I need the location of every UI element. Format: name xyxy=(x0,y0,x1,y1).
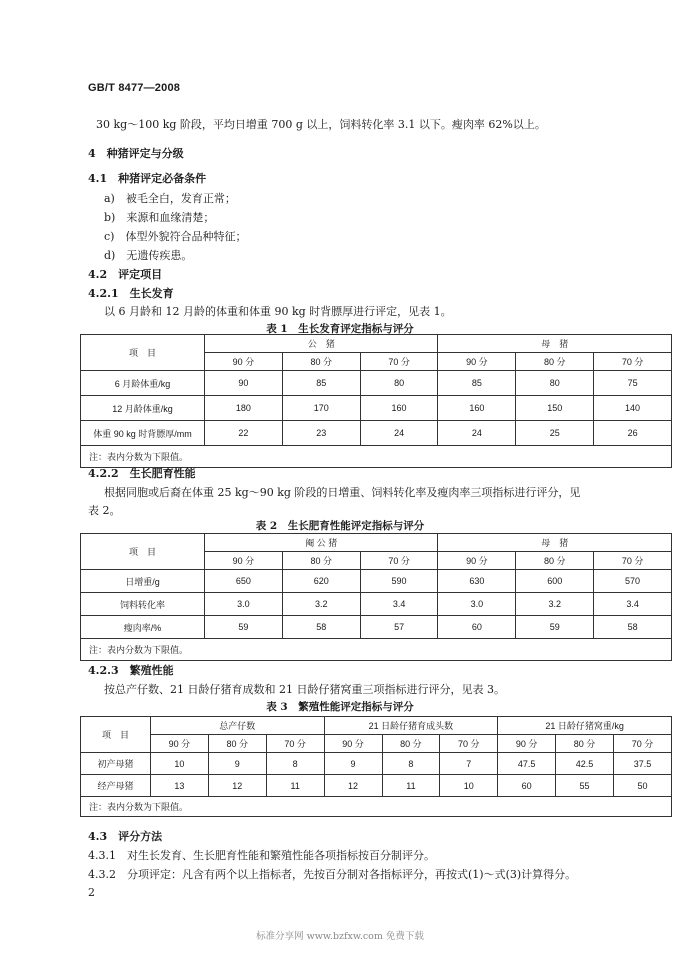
score-header: 90 分 xyxy=(205,353,283,371)
score-header: 70 分 xyxy=(440,735,498,753)
table-cell: 50 xyxy=(614,775,672,797)
section-4-2-2-text: 根据同胞或后裔在体重 25 kg～90 kg 阶段的日增重、饲料转化率及瘦肉率三项指标进行评分，见 xyxy=(104,486,581,499)
score-header: 90 分 xyxy=(151,735,209,753)
row-label: 日增重/g xyxy=(81,570,205,593)
row-label: 初产母猪 xyxy=(81,753,151,775)
table-cell: 37.5 xyxy=(614,753,672,775)
table-cell: 24 xyxy=(438,421,516,446)
table-cell: 80 xyxy=(360,371,438,396)
table-cell: 59 xyxy=(516,616,594,639)
section-4-2-2-title: 4.2.2 生长肥育性能 xyxy=(88,467,196,480)
group-header: 母 猪 xyxy=(438,335,672,353)
score-header: 90 分 xyxy=(438,552,516,570)
table-cell: 170 xyxy=(282,396,360,421)
table-cell: 85 xyxy=(438,371,516,396)
table-note: 注：表内分数为下限值。 xyxy=(81,639,672,661)
table-cell: 9 xyxy=(208,753,266,775)
table-cell: 23 xyxy=(282,421,360,446)
table-cell: 8 xyxy=(266,753,324,775)
section-4-3-1-text: 4.3.1 对生长发育、生长肥育性能和繁殖性能各项指标按百分制评分。 xyxy=(88,849,435,862)
score-header: 70 分 xyxy=(614,735,672,753)
table-cell: 60 xyxy=(438,616,516,639)
table-cell: 24 xyxy=(360,421,438,446)
table-cell: 58 xyxy=(594,616,672,639)
standard-code: GB/T 8477—2008 xyxy=(88,82,181,94)
section-4-2-3-title: 4.2.3 繁殖性能 xyxy=(88,664,174,677)
row-label: 体重 90 kg 时背膘厚/mm xyxy=(81,421,205,446)
score-header: 80 分 xyxy=(282,353,360,371)
group-header: 阉 公 猪 xyxy=(205,534,438,552)
table-cell: 3.2 xyxy=(516,593,594,616)
row-label: 瘦肉率/% xyxy=(81,616,205,639)
table-row xyxy=(81,396,672,421)
group-header: 总产仔数 xyxy=(151,717,325,735)
table-note: 注：表内分数为下限值。 xyxy=(81,797,672,817)
table-row xyxy=(81,753,672,775)
group-header: 21 日龄仔猪窝重/kg xyxy=(498,717,672,735)
table-cell: 26 xyxy=(594,421,672,446)
score-header: 70 分 xyxy=(594,353,672,371)
section-4-3-2-text: 4.3.2 分项评定：凡含有两个以上指标者，先按百分制对各指标评分，再按式(1)～式(3)计算得分。 xyxy=(88,868,577,881)
table-1-caption: 表 1 生长发育评定指标与评分 xyxy=(266,323,414,335)
table-row xyxy=(81,775,672,797)
table-cell: 3.4 xyxy=(360,593,438,616)
table-row xyxy=(81,616,672,639)
score-header: 90 分 xyxy=(205,552,283,570)
score-header: 80 分 xyxy=(208,735,266,753)
score-header: 80 分 xyxy=(516,353,594,371)
table-cell: 3.0 xyxy=(438,593,516,616)
table-cell: 3.2 xyxy=(282,593,360,616)
table-cell: 59 xyxy=(205,616,283,639)
intro-paragraph: 30 kg～100 kg 阶段，平均日增重 700 g 以上，饲料转化率 3.1 以下。瘦肉率 62%以上。 xyxy=(96,118,546,131)
row-label: 经产母猪 xyxy=(81,775,151,797)
table-cell: 80 xyxy=(516,371,594,396)
table-cell: 150 xyxy=(516,396,594,421)
table-cell: 570 xyxy=(594,570,672,593)
section-4-2-2-text-cont: 表 2。 xyxy=(88,504,121,517)
table-3 xyxy=(80,716,672,817)
table-row xyxy=(81,593,672,616)
table-cell: 7 xyxy=(440,753,498,775)
table-cell: 90 xyxy=(205,371,283,396)
table-cell: 75 xyxy=(594,371,672,396)
table-cell: 140 xyxy=(594,396,672,421)
score-header: 70 分 xyxy=(360,552,438,570)
section-4-2-1-title: 4.2.1 生长发育 xyxy=(88,287,174,300)
section-4-3-title: 4.3 评分方法 xyxy=(88,830,163,843)
table-cell: 3.0 xyxy=(205,593,283,616)
page-number: 2 xyxy=(88,886,95,899)
score-header: 70 分 xyxy=(594,552,672,570)
item-header: 项 目 xyxy=(81,534,205,570)
row-label: 12 月龄体重/kg xyxy=(81,396,205,421)
table-cell: 160 xyxy=(438,396,516,421)
table-cell: 10 xyxy=(151,753,209,775)
table-cell: 3.4 xyxy=(594,593,672,616)
score-header: 70 分 xyxy=(360,353,438,371)
table-cell: 630 xyxy=(438,570,516,593)
group-header: 母 猪 xyxy=(438,534,672,552)
item-header: 项 目 xyxy=(81,335,205,371)
table-2 xyxy=(80,533,672,661)
table-3-caption: 表 3 繁殖性能评定指标与评分 xyxy=(266,701,414,713)
table-cell: 160 xyxy=(360,396,438,421)
section-4-2-title: 4.2 评定项目 xyxy=(88,268,163,281)
table-cell: 620 xyxy=(282,570,360,593)
table-cell: 8 xyxy=(382,753,440,775)
list-item: b) 来源和血缘清楚； xyxy=(104,211,215,224)
table-cell: 60 xyxy=(498,775,556,797)
table-cell: 55 xyxy=(556,775,614,797)
item-header: 项 目 xyxy=(81,717,151,753)
group-header: 公 猪 xyxy=(205,335,438,353)
table-cell: 57 xyxy=(360,616,438,639)
group-header: 21 日龄仔猪育成头数 xyxy=(324,717,498,735)
section-4-1-title: 4.1 种猪评定必备条件 xyxy=(88,172,207,185)
table-cell: 42.5 xyxy=(556,753,614,775)
table-cell: 650 xyxy=(205,570,283,593)
table-1 xyxy=(80,334,672,468)
score-header: 80 分 xyxy=(382,735,440,753)
table-cell: 590 xyxy=(360,570,438,593)
table-cell: 11 xyxy=(266,775,324,797)
table-cell: 12 xyxy=(324,775,382,797)
row-label: 6 月龄体重/kg xyxy=(81,371,205,396)
section-4-2-3-text: 按总产仔数、21 日龄仔猪育成数和 21 日龄仔猪窝重三项指标进行评分，见表 3。 xyxy=(104,683,505,696)
table-cell: 22 xyxy=(205,421,283,446)
table-cell: 85 xyxy=(282,371,360,396)
score-header: 70 分 xyxy=(266,735,324,753)
score-header: 80 分 xyxy=(556,735,614,753)
table-cell: 47.5 xyxy=(498,753,556,775)
table-cell: 180 xyxy=(205,396,283,421)
table-cell: 9 xyxy=(324,753,382,775)
table-cell: 11 xyxy=(382,775,440,797)
table-cell: 600 xyxy=(516,570,594,593)
score-header: 90 分 xyxy=(438,353,516,371)
table-row xyxy=(81,421,672,446)
table-cell: 10 xyxy=(440,775,498,797)
row-label: 饲料转化率 xyxy=(81,593,205,616)
score-header: 80 分 xyxy=(516,552,594,570)
table-cell: 13 xyxy=(151,775,209,797)
table-row xyxy=(81,570,672,593)
table-note: 注：表内分数为下限值。 xyxy=(81,446,672,468)
table-cell: 12 xyxy=(208,775,266,797)
list-item: c) 体型外貌符合品种特征； xyxy=(104,230,247,243)
section-4-2-1-text: 以 6 月龄和 12 月龄的体重和体重 90 kg 时背膘厚进行评定，见表 1。 xyxy=(104,305,452,318)
table-row xyxy=(81,371,672,396)
score-header: 90 分 xyxy=(324,735,382,753)
table-cell: 25 xyxy=(516,421,594,446)
list-item: a) 被毛全白，发育正常； xyxy=(104,192,236,205)
list-item: d) 无遗传疾患。 xyxy=(104,249,193,262)
table-2-caption: 表 2 生长肥育性能评定指标与评分 xyxy=(255,520,425,532)
score-header: 80 分 xyxy=(282,552,360,570)
table-cell: 58 xyxy=(282,616,360,639)
score-header: 90 分 xyxy=(498,735,556,753)
section-4-title: 4 种猪评定与分级 xyxy=(88,147,184,160)
footer-watermark: 标准分享网 www.bzfxw.com 免费下载 xyxy=(256,931,424,942)
